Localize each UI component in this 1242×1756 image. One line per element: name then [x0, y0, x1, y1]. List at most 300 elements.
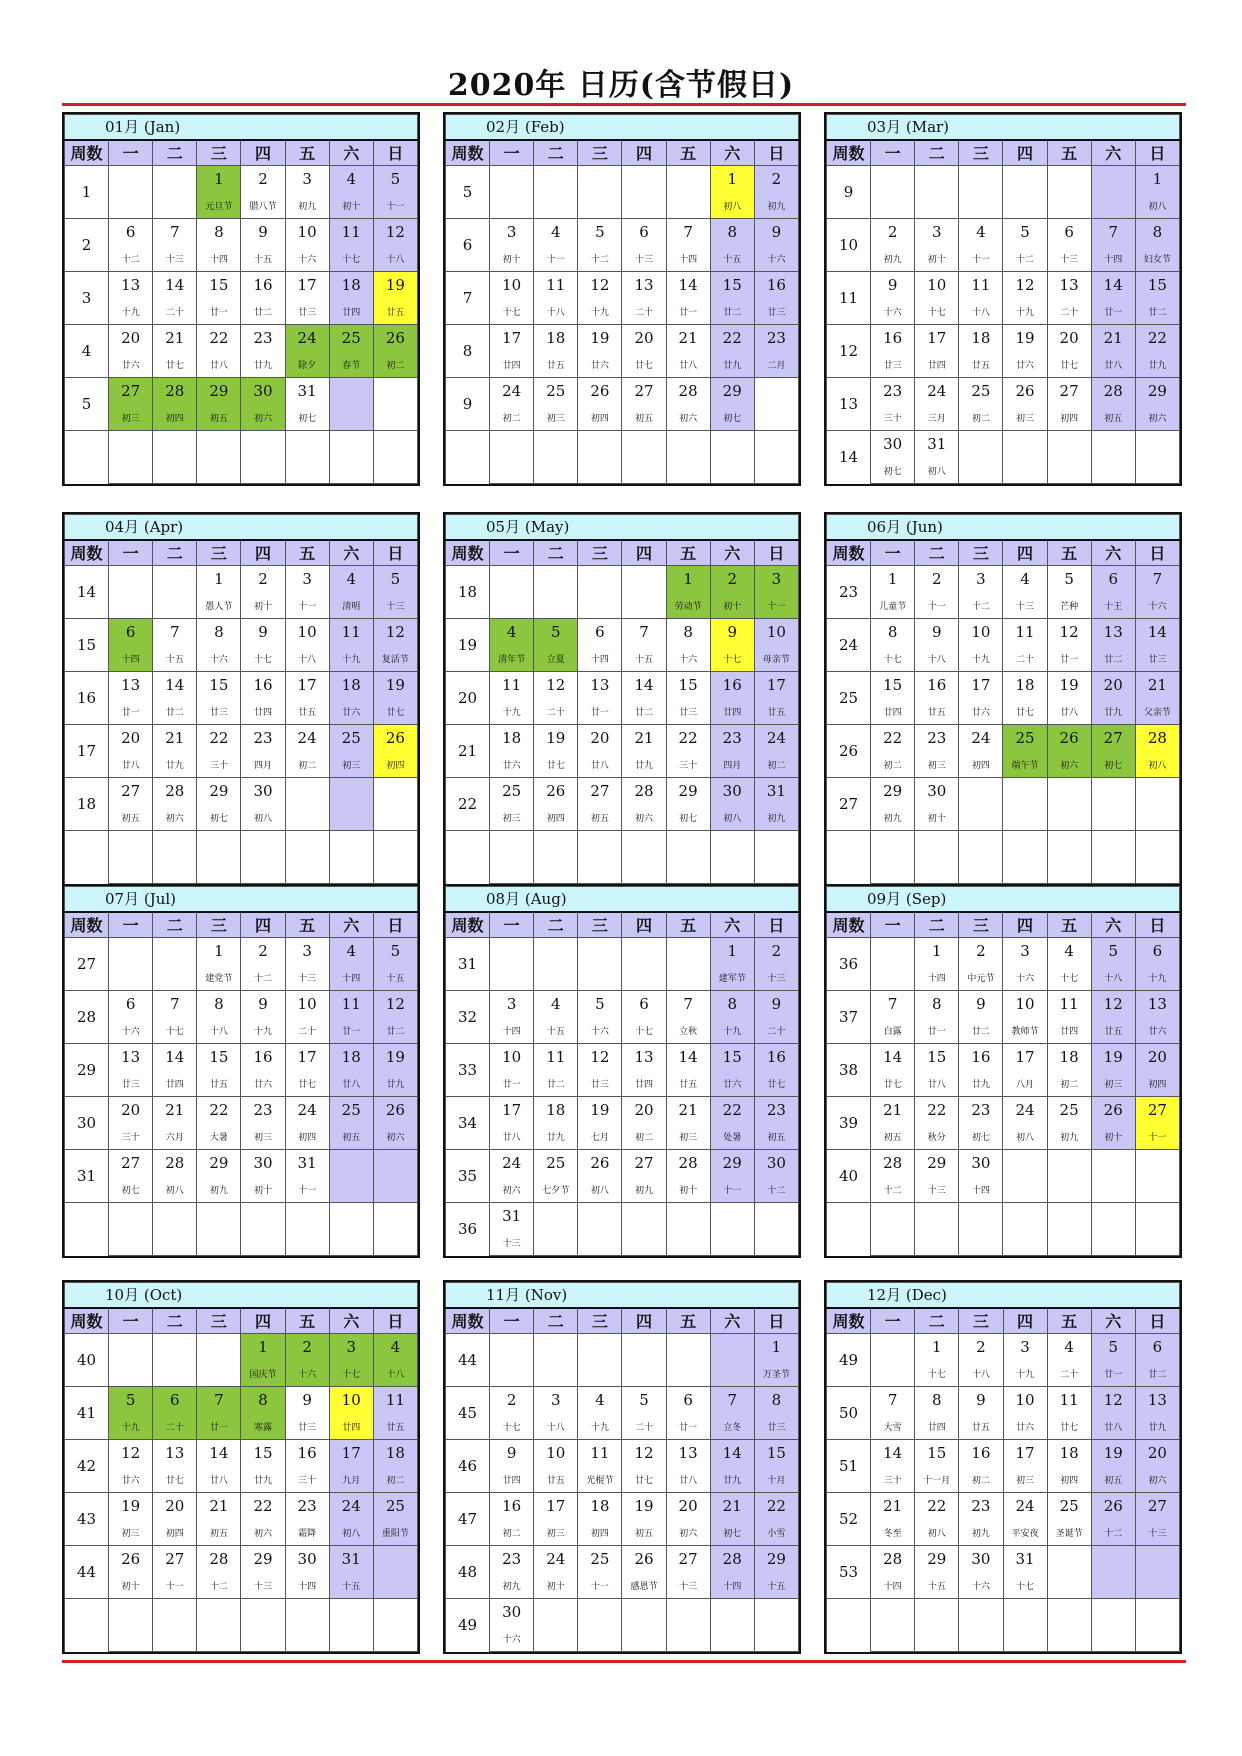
day-number: 25 — [329, 725, 373, 752]
day-number: 28 — [1091, 378, 1135, 405]
lunar-label: 廿三 — [578, 1071, 622, 1097]
lunar-label: 十四 — [1091, 246, 1135, 272]
day-number: 27 — [109, 1150, 153, 1177]
day-number — [1003, 166, 1047, 193]
day-number: 9 — [241, 219, 285, 246]
lunar-label — [109, 593, 153, 619]
month-title: 10月 (Oct) — [65, 1283, 418, 1308]
day-number: 5 — [373, 938, 417, 965]
day-number: 21 — [1135, 672, 1179, 699]
day-number — [1135, 1546, 1179, 1573]
day-number — [578, 166, 622, 193]
lunar-label: 廿五 — [197, 1071, 241, 1097]
lunar-label: 十五 — [153, 646, 197, 672]
lunar-label: 初六 — [666, 1520, 710, 1546]
day-number — [1047, 431, 1091, 458]
lunar-label — [153, 1626, 197, 1652]
weekday-header: 六 — [329, 540, 373, 566]
lunar-label: 初八 — [915, 1520, 959, 1546]
lunar-label — [490, 858, 534, 884]
day-number — [754, 1203, 798, 1230]
week-number — [827, 1203, 871, 1256]
lunar-label: 初七 — [197, 805, 241, 831]
day-number: 3 — [490, 219, 534, 246]
day-number: 12 — [373, 619, 417, 646]
day-number: 17 — [915, 325, 959, 352]
lunar-label: 八月 — [1003, 1071, 1047, 1097]
lunar-label — [754, 405, 798, 431]
week-number: 12 — [827, 325, 871, 378]
day-number — [578, 1203, 622, 1230]
day-number: 29 — [915, 1546, 959, 1573]
lunar-label: 廿一 — [197, 299, 241, 325]
lunar-label: 十一 — [285, 1177, 329, 1203]
lunar-label: 廿五 — [534, 352, 578, 378]
week-number: 2 — [65, 219, 109, 272]
weekday-header: 二 — [153, 140, 197, 166]
day-number: 16 — [710, 672, 754, 699]
lunar-label: 十五 — [915, 1573, 959, 1599]
weekday-header: 一 — [109, 140, 153, 166]
lunar-label: 初八 — [578, 1177, 622, 1203]
lunar-label — [109, 858, 153, 884]
lunar-label — [1047, 1177, 1091, 1203]
weekday-header: 五 — [1047, 912, 1091, 938]
lunar-label: 初八 — [1003, 1124, 1047, 1150]
lunar-label: 廿六 — [329, 699, 373, 725]
lunar-label — [1047, 1573, 1091, 1599]
day-number — [959, 831, 1003, 858]
lunar-label: 廿三 — [754, 299, 798, 325]
day-number: 31 — [285, 378, 329, 405]
month-title: 07月 (Jul) — [65, 887, 418, 912]
lunar-label — [534, 858, 578, 884]
day-number — [329, 1203, 373, 1230]
lunar-label: 廿三 — [666, 699, 710, 725]
day-number: 9 — [915, 619, 959, 646]
weekday-header: 一 — [109, 1308, 153, 1334]
day-number: 29 — [871, 778, 915, 805]
lunar-label: 二十 — [1047, 1361, 1091, 1387]
week-number: 44 — [65, 1546, 109, 1599]
day-number: 24 — [285, 1097, 329, 1124]
week-number — [65, 1599, 109, 1652]
day-number: 1 — [1135, 166, 1179, 193]
lunar-label: 廿八 — [197, 1467, 241, 1493]
week-number — [65, 831, 109, 884]
day-number: 2 — [871, 219, 915, 246]
day-number: 1 — [915, 938, 959, 965]
day-number: 31 — [754, 778, 798, 805]
lunar-label — [959, 1230, 1003, 1256]
lunar-label: 十八 — [959, 1361, 1003, 1387]
day-number: 4 — [329, 166, 373, 193]
day-number: 1 — [710, 166, 754, 193]
lunar-label — [578, 593, 622, 619]
day-number: 16 — [490, 1493, 534, 1520]
weekday-header: 三 — [959, 1308, 1003, 1334]
lunar-label: 初十 — [915, 246, 959, 272]
calendar-grid — [62, 112, 1186, 1652]
weekday-header: 五 — [1047, 1308, 1091, 1334]
lunar-label: 初五 — [329, 1124, 373, 1150]
lunar-label — [666, 1626, 710, 1652]
lunar-label: 廿四 — [153, 1071, 197, 1097]
week-number: 31 — [446, 938, 490, 991]
day-number: 10 — [1003, 991, 1047, 1018]
lunar-label: 芒种 — [1047, 593, 1091, 619]
day-number — [285, 1203, 329, 1230]
day-number: 6 — [666, 1387, 710, 1414]
day-number: 18 — [1047, 1044, 1091, 1071]
day-number: 27 — [153, 1546, 197, 1573]
day-number — [153, 566, 197, 593]
lunar-label — [915, 193, 959, 219]
day-number: 28 — [1135, 725, 1179, 752]
week-number-header: 周数 — [65, 140, 109, 166]
lunar-label: 廿二 — [622, 699, 666, 725]
day-number — [373, 831, 417, 858]
lunar-label: 三十 — [197, 752, 241, 778]
lunar-label: 十一 — [373, 193, 417, 219]
week-number: 46 — [446, 1440, 490, 1493]
day-number: 26 — [373, 1097, 417, 1124]
day-number: 17 — [285, 272, 329, 299]
lunar-label: 初二 — [373, 352, 417, 378]
day-number — [490, 431, 534, 458]
day-number: 8 — [666, 619, 710, 646]
weekday-header: 一 — [871, 140, 915, 166]
lunar-label: 廿七 — [285, 1071, 329, 1097]
day-number — [109, 1334, 153, 1361]
week-number: 10 — [827, 219, 871, 272]
day-number — [622, 831, 666, 858]
week-number: 49 — [446, 1599, 490, 1652]
day-number: 23 — [710, 725, 754, 752]
lunar-label: 教师节 — [1003, 1018, 1047, 1044]
day-number: 11 — [490, 672, 534, 699]
day-number: 21 — [871, 1097, 915, 1124]
lunar-label: 廿二 — [1091, 646, 1135, 672]
lunar-label — [1003, 1230, 1047, 1256]
day-number — [373, 778, 417, 805]
lunar-label — [871, 1626, 915, 1652]
day-number: 29 — [197, 378, 241, 405]
day-number: 24 — [959, 725, 1003, 752]
lunar-label: 廿四 — [490, 352, 534, 378]
day-number — [373, 431, 417, 458]
lunar-label — [1135, 858, 1179, 884]
day-number — [710, 1599, 754, 1626]
day-number — [490, 566, 534, 593]
lunar-label: 十八 — [1091, 965, 1135, 991]
lunar-label — [1135, 1573, 1179, 1599]
day-number: 17 — [490, 1097, 534, 1124]
day-number: 24 — [490, 1150, 534, 1177]
lunar-label — [1047, 193, 1091, 219]
lunar-label — [754, 458, 798, 484]
week-number: 3 — [65, 272, 109, 325]
day-number — [1135, 431, 1179, 458]
lunar-label: 立秋 — [666, 1018, 710, 1044]
lunar-label: 初八 — [329, 1520, 373, 1546]
day-number — [373, 1546, 417, 1573]
lunar-label — [285, 805, 329, 831]
top-rule — [62, 103, 1186, 106]
lunar-label: 廿二 — [959, 1018, 1003, 1044]
lunar-label: 初四 — [285, 1124, 329, 1150]
lunar-label: 十四 — [578, 646, 622, 672]
lunar-label: 十二 — [197, 1573, 241, 1599]
week-number: 18 — [65, 778, 109, 831]
day-number: 31 — [1003, 1546, 1047, 1573]
lunar-label — [1003, 858, 1047, 884]
lunar-label: 劳动节 — [666, 593, 710, 619]
weekday-header: 一 — [490, 912, 534, 938]
lunar-label — [285, 1626, 329, 1652]
day-number: 1 — [666, 566, 710, 593]
lunar-label — [109, 1361, 153, 1387]
day-number: 15 — [666, 672, 710, 699]
day-number: 20 — [1135, 1044, 1179, 1071]
day-number: 28 — [622, 778, 666, 805]
lunar-label — [959, 1626, 1003, 1652]
lunar-label: 大暑 — [197, 1124, 241, 1150]
lunar-label: 十四 — [490, 1018, 534, 1044]
day-number: 4 — [578, 1387, 622, 1414]
day-number — [578, 431, 622, 458]
lunar-label: 初五 — [197, 405, 241, 431]
weekday-header: 一 — [490, 540, 534, 566]
lunar-label — [666, 858, 710, 884]
weekday-header: 二 — [534, 140, 578, 166]
weekday-header: 四 — [622, 912, 666, 938]
lunar-label — [666, 1361, 710, 1387]
day-number: 11 — [329, 991, 373, 1018]
week-number: 36 — [827, 938, 871, 991]
day-number: 10 — [534, 1440, 578, 1467]
lunar-label: 廿六 — [490, 752, 534, 778]
day-number — [1003, 778, 1047, 805]
week-number: 23 — [827, 566, 871, 619]
weekday-header: 三 — [959, 912, 1003, 938]
lunar-label — [1135, 1230, 1179, 1256]
lunar-label: 廿九 — [373, 1071, 417, 1097]
lunar-label: 廿八 — [666, 352, 710, 378]
lunar-label: 建党节 — [197, 965, 241, 991]
day-number: 24 — [329, 1493, 373, 1520]
lunar-label: 初六 — [241, 1520, 285, 1546]
lunar-label: 初四 — [153, 1520, 197, 1546]
lunar-label — [490, 965, 534, 991]
day-number: 8 — [241, 1387, 285, 1414]
lunar-label — [197, 1230, 241, 1256]
weekday-header: 三 — [578, 540, 622, 566]
day-number: 13 — [1135, 991, 1179, 1018]
day-number — [153, 166, 197, 193]
lunar-label: 初八 — [710, 805, 754, 831]
lunar-label: 初九 — [754, 805, 798, 831]
lunar-label: 十一 — [578, 1573, 622, 1599]
lunar-label: 十七 — [329, 246, 373, 272]
week-number-header: 周数 — [446, 140, 490, 166]
lunar-label: 廿七 — [1047, 352, 1091, 378]
lunar-label — [915, 1230, 959, 1256]
day-number: 30 — [490, 1599, 534, 1626]
lunar-label: 十四 — [915, 965, 959, 991]
bottom-rule — [62, 1660, 1186, 1663]
day-number: 21 — [1091, 325, 1135, 352]
day-number: 5 — [578, 219, 622, 246]
day-number: 30 — [754, 1150, 798, 1177]
day-number — [534, 431, 578, 458]
week-number: 53 — [827, 1546, 871, 1599]
day-number: 20 — [153, 1493, 197, 1520]
lunar-label — [1003, 458, 1047, 484]
lunar-label: 十六 — [666, 646, 710, 672]
day-number — [666, 1203, 710, 1230]
lunar-label — [1047, 858, 1091, 884]
lunar-label — [871, 1361, 915, 1387]
week-number: 21 — [446, 725, 490, 778]
day-number: 7 — [153, 219, 197, 246]
lunar-label: 初九 — [622, 1177, 666, 1203]
week-number: 33 — [446, 1044, 490, 1097]
lunar-label: 十九 — [1003, 299, 1047, 325]
day-number: 1 — [197, 938, 241, 965]
day-number — [915, 166, 959, 193]
day-number: 15 — [197, 272, 241, 299]
weekday-header: 六 — [710, 1308, 754, 1334]
lunar-label — [1135, 1626, 1179, 1652]
lunar-label: 十九 — [710, 1018, 754, 1044]
week-number: 15 — [65, 619, 109, 672]
day-number: 2 — [754, 166, 798, 193]
day-number: 5 — [1047, 566, 1091, 593]
weekday-header: 五 — [285, 1308, 329, 1334]
lunar-label — [1003, 805, 1047, 831]
month-calendar-dec — [824, 1280, 1182, 1654]
lunar-label — [329, 405, 373, 431]
lunar-label: 十七 — [1047, 965, 1091, 991]
day-number: 18 — [1047, 1440, 1091, 1467]
lunar-label: 初六 — [1047, 752, 1091, 778]
weekday-header: 一 — [109, 912, 153, 938]
lunar-label: 春节 — [329, 352, 373, 378]
day-number: 24 — [490, 378, 534, 405]
lunar-label: 廿一 — [578, 699, 622, 725]
day-number — [329, 378, 373, 405]
lunar-label: 二十 — [153, 1414, 197, 1440]
day-number: 26 — [578, 378, 622, 405]
lunar-label: 十二 — [959, 593, 1003, 619]
day-number: 19 — [373, 1044, 417, 1071]
day-number: 7 — [666, 991, 710, 1018]
day-number: 28 — [871, 1150, 915, 1177]
day-number — [578, 831, 622, 858]
day-number: 10 — [915, 272, 959, 299]
lunar-label: 十五 — [710, 246, 754, 272]
lunar-label: 初三 — [534, 405, 578, 431]
weekday-header: 二 — [153, 540, 197, 566]
day-number: 13 — [153, 1440, 197, 1467]
day-number: 2 — [959, 938, 1003, 965]
lunar-label: 初三 — [241, 1124, 285, 1150]
day-number: 22 — [871, 725, 915, 752]
day-number: 30 — [871, 431, 915, 458]
lunar-label — [329, 1230, 373, 1256]
lunar-label: 中元节 — [959, 965, 1003, 991]
day-number: 20 — [1135, 1440, 1179, 1467]
lunar-label: 十八 — [534, 1414, 578, 1440]
lunar-label — [622, 193, 666, 219]
lunar-label: 平安夜 — [1003, 1520, 1047, 1546]
day-number: 12 — [534, 672, 578, 699]
day-number: 19 — [1091, 1044, 1135, 1071]
lunar-label — [109, 965, 153, 991]
day-number: 19 — [373, 272, 417, 299]
lunar-label: 廿一 — [1091, 299, 1135, 325]
day-number: 26 — [1003, 378, 1047, 405]
lunar-label — [710, 1230, 754, 1256]
day-number: 16 — [959, 1044, 1003, 1071]
lunar-label — [710, 1361, 754, 1387]
week-number: 7 — [446, 272, 490, 325]
weekday-header: 六 — [710, 540, 754, 566]
lunar-label: 初四 — [153, 405, 197, 431]
month-calendar-oct — [62, 1280, 420, 1654]
lunar-label: 十九 — [578, 299, 622, 325]
weekday-header: 一 — [871, 540, 915, 566]
weekday-header: 四 — [1003, 140, 1047, 166]
day-number — [622, 1203, 666, 1230]
weekday-header: 三 — [959, 140, 1003, 166]
lunar-label — [1091, 1626, 1135, 1652]
day-number: 14 — [1091, 272, 1135, 299]
lunar-label: 十三 — [490, 1230, 534, 1256]
lunar-label — [915, 858, 959, 884]
lunar-label: 初四 — [959, 752, 1003, 778]
day-number: 25 — [578, 1546, 622, 1573]
day-number — [329, 1150, 373, 1177]
day-number — [1091, 431, 1135, 458]
lunar-label: 廿五 — [285, 699, 329, 725]
day-number — [1135, 778, 1179, 805]
day-number: 22 — [1135, 325, 1179, 352]
day-number: 16 — [241, 272, 285, 299]
day-number: 12 — [1047, 619, 1091, 646]
lunar-label: 十六 — [285, 1361, 329, 1387]
lunar-label: 初四 — [578, 405, 622, 431]
lunar-label — [490, 458, 534, 484]
lunar-label — [373, 858, 417, 884]
lunar-label: 初七 — [871, 458, 915, 484]
lunar-label: 十七 — [1003, 1573, 1047, 1599]
day-number: 26 — [534, 778, 578, 805]
weekday-header: 四 — [241, 140, 285, 166]
day-number: 14 — [153, 272, 197, 299]
lunar-label: 十七 — [153, 1018, 197, 1044]
day-number — [109, 1599, 153, 1626]
day-number: 24 — [754, 725, 798, 752]
day-number: 13 — [1047, 272, 1091, 299]
day-number: 8 — [197, 219, 241, 246]
day-number: 7 — [622, 619, 666, 646]
day-number — [490, 831, 534, 858]
day-number — [534, 1599, 578, 1626]
week-number: 40 — [65, 1334, 109, 1387]
day-number: 16 — [915, 672, 959, 699]
